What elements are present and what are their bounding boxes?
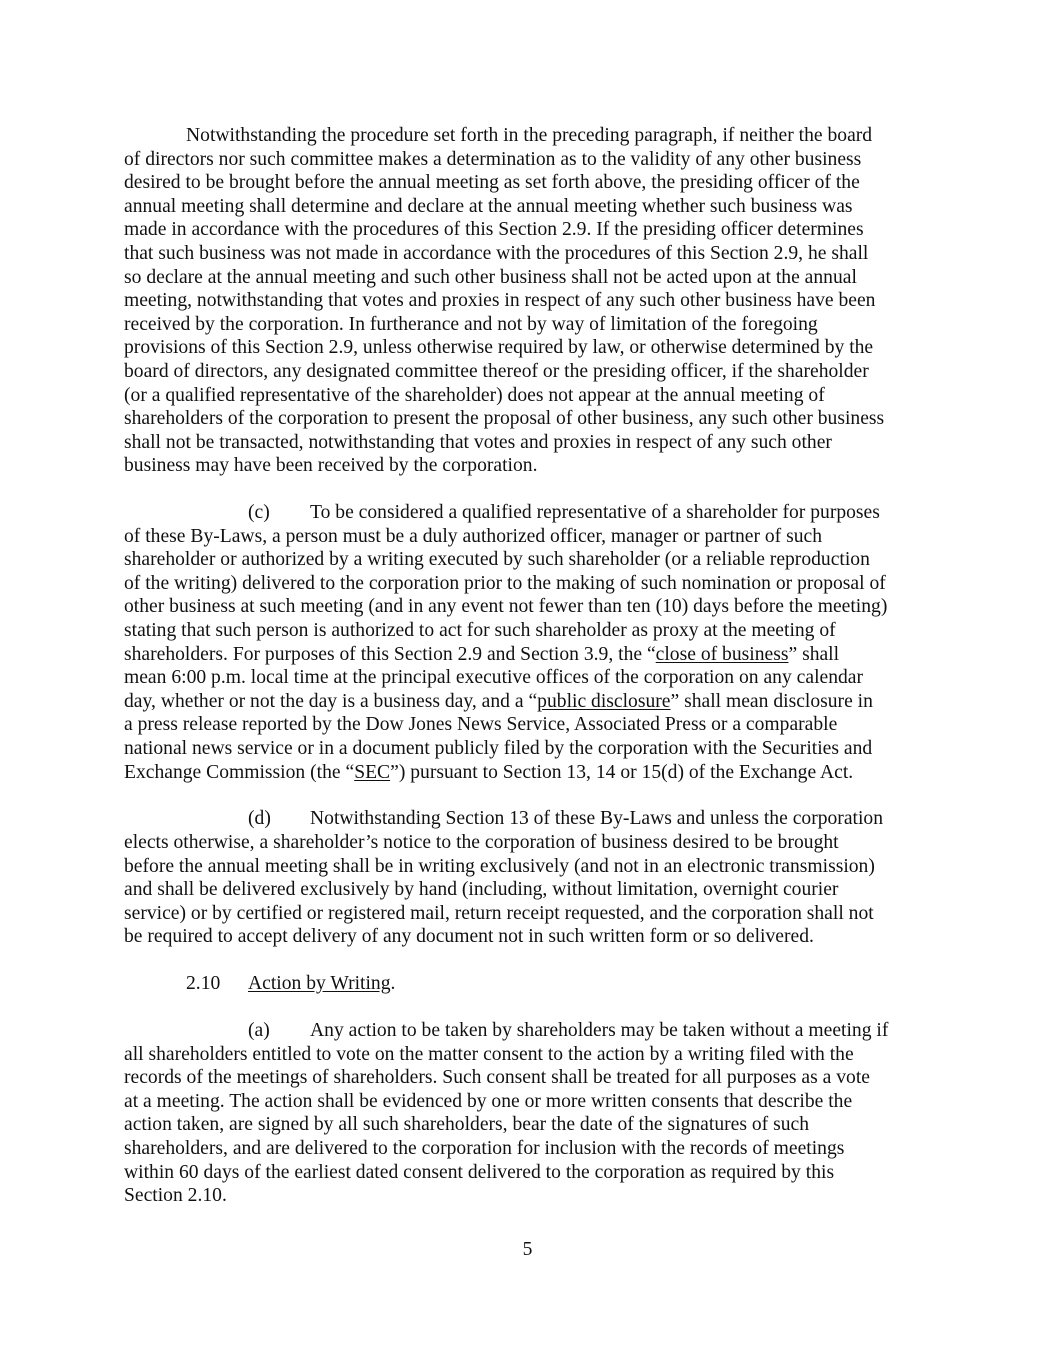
text-line: within 60 days of the earliest dated consent delivered to the corporation as required by this: [124, 1161, 835, 1183]
text-line: so declare at the annual meeting and such other business shall not be acted upon at the annual: [124, 266, 857, 288]
text-line: [124, 643, 932, 667]
text-segment: ” shall mean disclosure in: [670, 690, 873, 712]
text-line: action taken, are signed by all such shareholders, bear the date of the signatures of such: [124, 1114, 809, 1136]
text-line: Section 2.10.: [124, 1185, 227, 1207]
text-line: received by the corporation. In furtherance and not by way of limitation of the foregoing: [124, 313, 818, 335]
text-line: [124, 1019, 932, 1043]
text-segment: ” shall: [788, 643, 840, 665]
text-line: [124, 761, 932, 785]
text-line: meeting, notwithstanding that votes and proxies in respect of any such other business have been: [124, 290, 876, 312]
text-segment: Exchange Commission (the “: [124, 761, 355, 783]
text-line: national news service or in a document publicly filed by the corporation with the Securities and: [124, 738, 873, 760]
text-line: a press release reported by the Dow Jones News Service, Associated Press or a comparable: [124, 714, 838, 736]
section-title-suffix: .: [390, 973, 396, 995]
text-line: all shareholders entitled to vote on the matter consent to the action by a writing filed with the: [124, 1043, 854, 1065]
text-line: board of directors, any designated committee thereof or the presiding officer, if the shareholder: [124, 360, 869, 382]
paragraph-notwithstanding-procedure: [124, 124, 932, 478]
text-line: of directors nor such committee makes a determination as to the validity of any other business: [124, 148, 862, 170]
text-line: (or a qualified representative of the shareholder) does not appear at the annual meeting of: [124, 384, 825, 406]
text-segment: shareholders. For purposes of this Section 2.9 and Section 3.9, the “: [124, 643, 656, 665]
text-line: mean 6:00 p.m. local time at the principal executive offices of the corporation on any calendar: [124, 667, 864, 689]
section-heading-2-10: [124, 972, 932, 996]
defined-term-sec: SEC: [354, 761, 391, 783]
paragraph-first-line: To be considered a qualified representative of a shareholder for purposes: [310, 502, 880, 524]
paragraph-a-action-by-writing: [124, 1019, 932, 1208]
paragraph-d-written-notice: [124, 807, 932, 949]
paragraph-spacer: [124, 996, 932, 1019]
paragraph-label: (c): [248, 502, 270, 524]
text-line: before the annual meeting shall be in writing exclusively (and not in an electronic transmission): [124, 855, 875, 877]
text-line: business may have been received by the corporation.: [124, 455, 538, 477]
text-segment: day, whether or not the day is a business day, and a “: [124, 690, 538, 712]
paragraph-spacer: [124, 478, 932, 501]
text-line: stating that such person is authorized to act for such shareholder as proxy at the meeting of: [124, 620, 836, 642]
text-line: of the writing) delivered to the corporation prior to the making of such nomination or proposal of: [124, 572, 886, 594]
text-line: annual meeting shall determine and declare at the annual meeting whether such business was: [124, 195, 853, 217]
text-line: [124, 972, 932, 996]
paragraph-label: (d): [248, 808, 271, 830]
text-line: at a meeting. The action shall be evidenced by one or more written consents that describe the: [124, 1090, 853, 1112]
paragraph-first-line: Notwithstanding Section 13 of these By-Laws and unless the corporation: [310, 808, 884, 830]
defined-term-public-disclosure: public disclosure: [537, 690, 671, 712]
text-line: shareholders, and are delivered to the corporation for inclusion with the records of meetings: [124, 1137, 845, 1159]
section-number: 2.10: [186, 973, 221, 995]
text-line: shareholder or authorized by a writing executed by such shareholder (or a reliable reproduction: [124, 549, 870, 571]
paragraph-spacer: [124, 949, 932, 972]
text-line: [124, 690, 932, 714]
paragraph-label: (a): [248, 1019, 270, 1041]
text-line: other business at such meeting (and in any event not fewer than ten (10) days before the meeting): [124, 596, 888, 618]
text-line: [124, 807, 932, 831]
text-line: and shall be delivered exclusively by hand (including, without limitation, overnight courier: [124, 879, 839, 901]
section-title: Action by Writing: [248, 973, 391, 995]
text-line: service) or by certified or registered mail, return receipt requested, and the corporation shall not: [124, 902, 874, 924]
paragraph-c-qualified-representative: [124, 501, 932, 784]
defined-term-close-of-business: close of business: [655, 643, 789, 665]
paragraph-first-line: Any action to be taken by shareholders may be taken without a meeting if: [310, 1019, 889, 1041]
page-number: 5: [522, 1239, 533, 1260]
text-line: desired to be brought before the annual meeting as set forth above, the presiding officer of the: [124, 172, 860, 194]
text-line: provisions of this Section 2.9, unless otherwise required by law, or otherwise determined by the: [124, 337, 874, 359]
text-line: shareholders of the corporation to present the proposal of other business, any such other business: [124, 408, 885, 430]
document-page: [124, 124, 932, 1208]
text-segment: ”) pursuant to Section 13, 14 or 15(d) of the Exchange Act.: [390, 761, 854, 783]
text-line: of these By-Laws, a person must be a duly authorized officer, manager or partner of such: [124, 525, 822, 547]
text-line: [124, 501, 932, 525]
text-line: that such business was not made in accordance with the procedures of this Section 2.9, he shall: [124, 242, 869, 264]
text-line: shall not be transacted, notwithstanding that votes and proxies in respect of any such other: [124, 431, 832, 453]
text-line: Notwithstanding the procedure set forth in the preceding paragraph, if neither the board: [186, 125, 873, 146]
text-line: be required to accept delivery of any document not in such written form or so delivered.: [124, 926, 814, 948]
text-line: made in accordance with the procedures of this Section 2.9. If the presiding officer determines: [124, 219, 864, 241]
paragraph-spacer: [124, 784, 932, 807]
text-line: elects otherwise, a shareholder’s notice to the corporation of business desired to be brought: [124, 832, 839, 853]
text-line: records of the meetings of shareholders. Such consent shall be treated for all purposes as a vote: [124, 1067, 870, 1089]
